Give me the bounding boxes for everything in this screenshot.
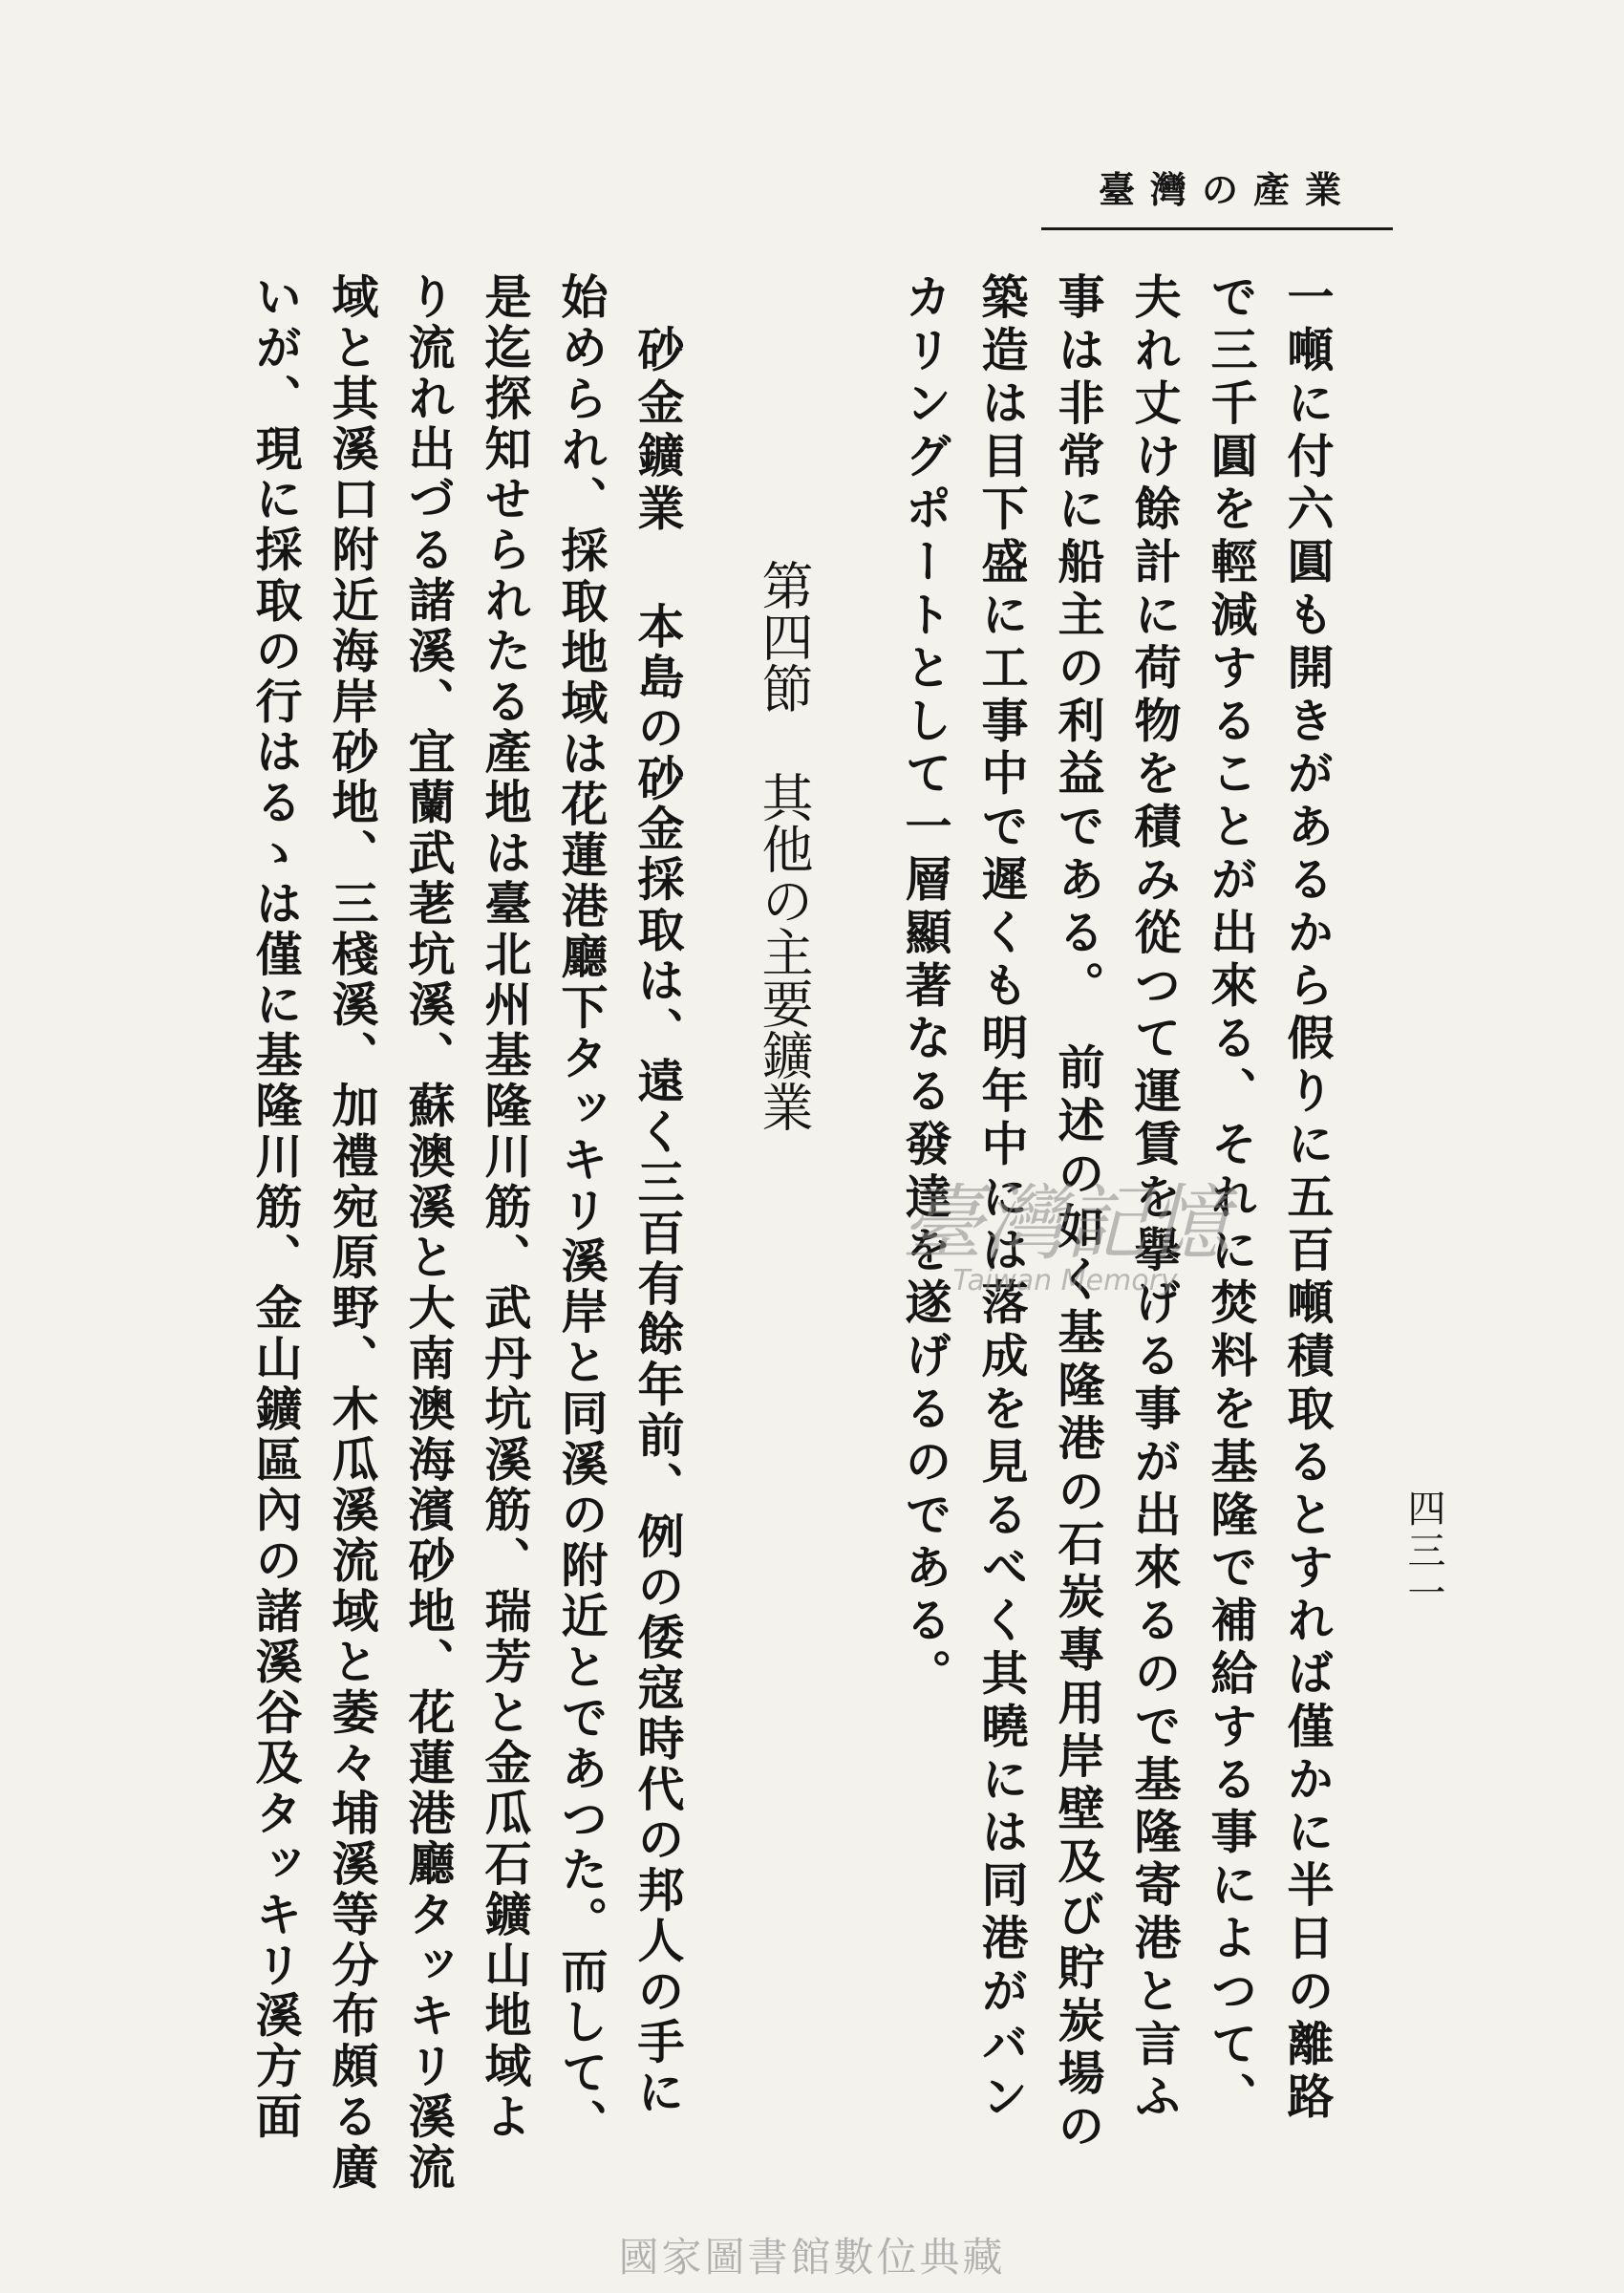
section-number: 第四節 [754,559,814,714]
footer-collection-label: 國家圖書館數位典藏 [618,2234,1006,2281]
subsection-column-3: 是迄探知せられたる產地は臺北州基隆川筋、武丹坑溪筋、瑞芳と金瓜石鑛山地域よ [478,272,533,2143]
watermark-latin: Taiwan Memory [952,1264,1178,1297]
subsection-column-5: 域と其溪口附近海岸砂地、三棧溪、加禮宛原野、木瓜溪流域と萎々埔溪等分布頗る廣 [325,272,380,2194]
body-column-6: カリングポートとして一層顯著なる發達を遂げるのである。 [898,272,953,1702]
subsection-column-1: 本島の砂金採取は、遠く三百有餘年前、例の倭寇時代の邦人の手に [630,602,686,2118]
subsection-column-4: り流れ出づる諸溪、宜蘭武荖坑溪、蘇澳溪と大南澳海濱砂地、花蓮港廳タッキリ溪流 [401,272,457,2194]
body-column-3: 夫れ丈け餘計に荷物を積み從つて運賃を擧げる事が出來るので基隆寄港と言ふ [1127,272,1183,2125]
section-name: 其他の主要鑛業 [754,771,814,1132]
body-column-1: 一噸に付六圓も開きがあるから假りに五百噸積取るとすれば僅かに半日の離路 [1280,272,1336,2125]
watermark-logo [826,1183,1304,1297]
body-column-5: 築造は目下盛に工事中で遲くも明年中には落成を見るべく其曉には同港がバン [974,272,1030,2125]
section-title [755,559,812,1132]
watermark-text: 臺灣記憶 [901,1183,1229,1272]
subsection-column-6: いが、現に採取の行はるゝは僅に基隆川筋、金山鑛區內の諸溪谷及タッキリ溪方面 [248,272,304,2143]
body-column-4: 事は非常に船主の利益である。 前述の如く基隆港の石炭專用岸壁及び貯炭場の [1051,272,1106,2154]
running-header: 臺灣の產業 [1099,168,1357,211]
subsection-heading: 砂金鑛業 [630,325,686,537]
body-column-2: で三千圓を輕減することが出來る、それに焚料を基隆で補給する事によつて、 [1204,272,1259,2125]
page-number: 四三一 [1401,1489,1445,1615]
header-rule [1041,227,1393,230]
subsection-column-2: 始められ、採取地域は花蓮港廳下タッキリ溪岸と同溪の附近とであつた。而して、 [554,272,609,2150]
